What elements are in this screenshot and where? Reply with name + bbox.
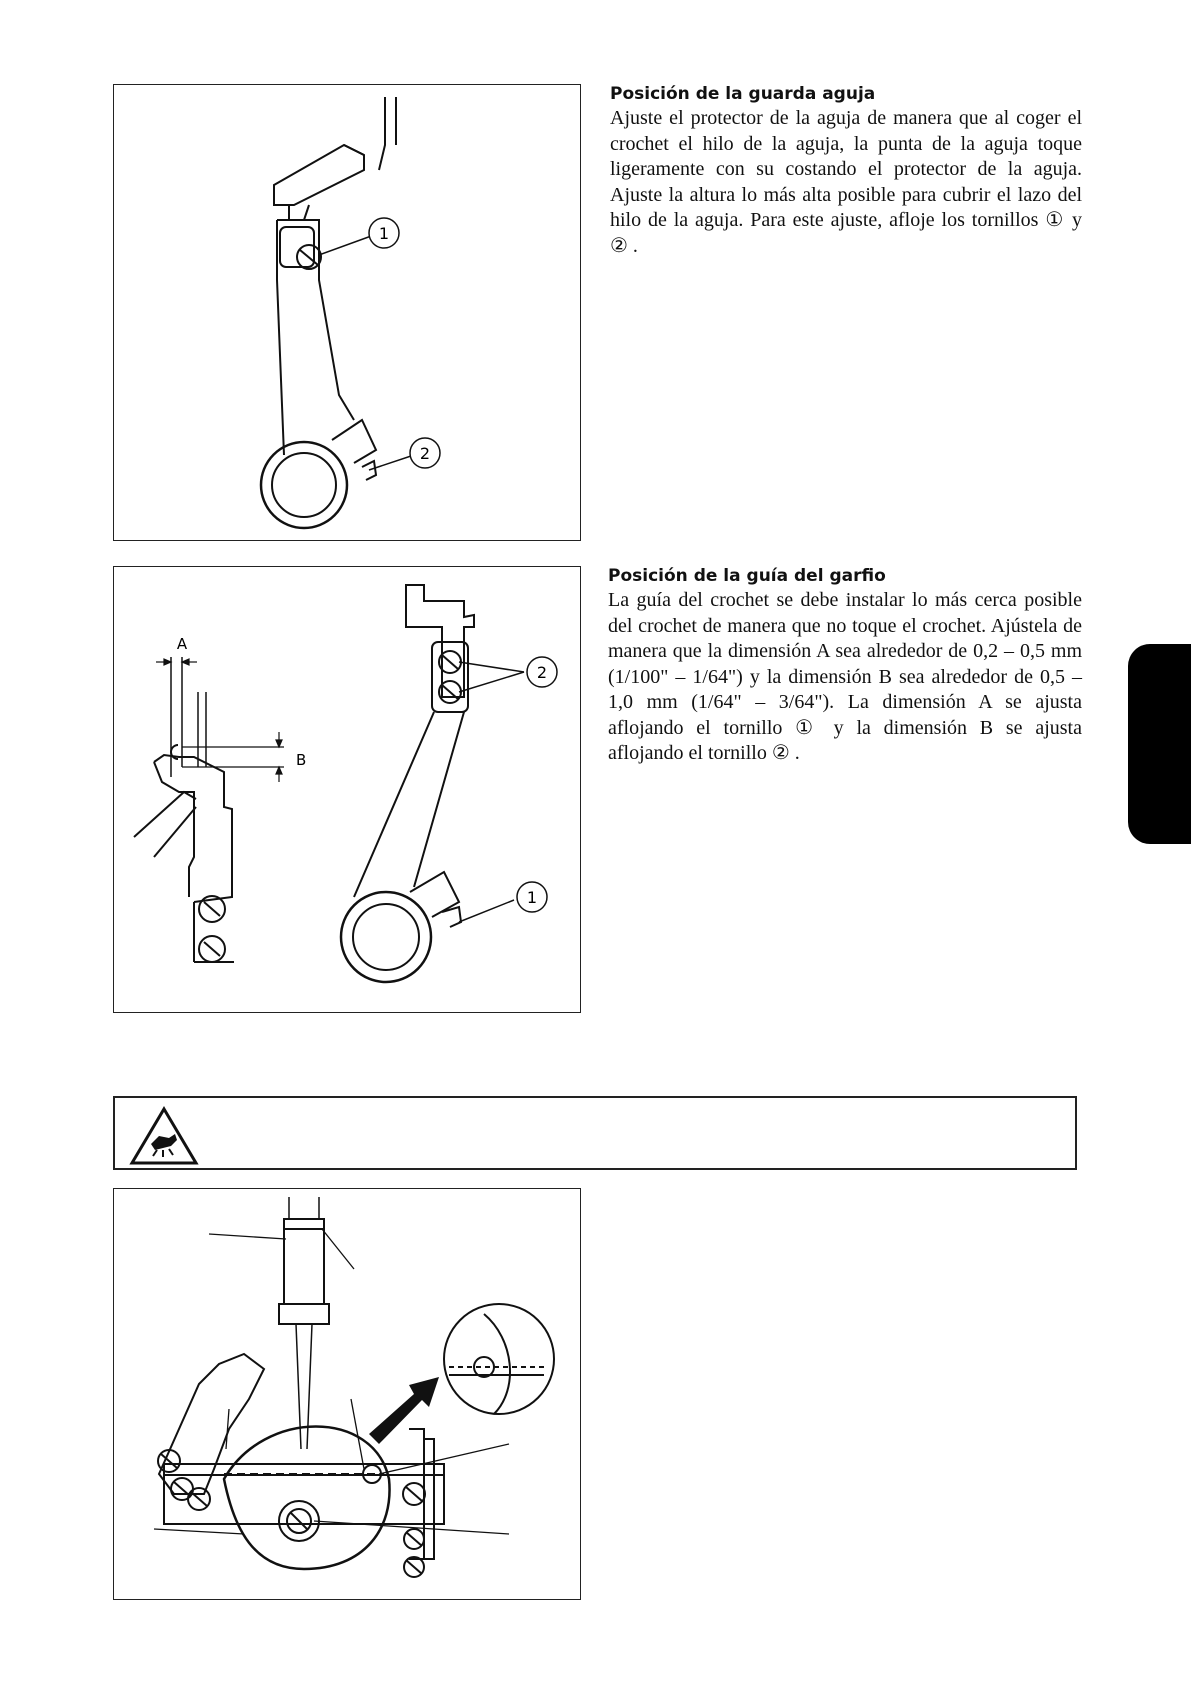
section-body: Ajuste el protector de la aguja de manera que al coger el crochet el hilo de la aguja, la punta de la aguja toque ligeramente con su costando el protector de la aguja. Ajuste la altura lo más alta posible para cubrir el lazo del hilo de la aguja. Para este ajuste, afloje los tornillos ① y ② . xyxy=(610,107,1082,257)
section-title: Posición de la guarda aguja xyxy=(610,84,876,104)
dimension-b-label: B xyxy=(296,751,307,769)
section-title: Posición de la guía del garfio xyxy=(608,566,886,586)
figure-needle-guard xyxy=(113,84,581,541)
hook-guide-drawing xyxy=(114,567,582,1014)
figure-hook-timing xyxy=(113,1188,581,1600)
hand-caution-icon xyxy=(129,1106,199,1166)
hook-timing-drawing xyxy=(114,1189,582,1601)
warning-box xyxy=(113,1096,1077,1170)
figure-hook-guide xyxy=(113,566,581,1013)
callout-label: 2 xyxy=(536,663,548,682)
section-tab xyxy=(1128,644,1191,844)
section-body: La guía del crochet se debe instalar lo más cerca posible del crochet de manera que no toque el crochet. Ajústela de manera que la dimensión A sea alrededor de 0,2 – 0,5 mm (1/100" – 1/64") y la dimensión B sea alrededor de 0,5 – 1,0 mm (1/64" – 3/64"). La dimensión A se ajusta aflojando el tornillo ① y la dimensión B se ajusta aflojando el tornillo ② . xyxy=(608,589,1082,764)
needle-guard-drawing xyxy=(114,85,582,542)
callout-label: 1 xyxy=(378,224,390,243)
section-needle-guard xyxy=(610,84,1082,259)
callout-label: 2 xyxy=(419,444,431,463)
section-hook-guide xyxy=(608,566,1082,767)
callout-label: 1 xyxy=(526,888,538,907)
dimension-a-label: A xyxy=(176,635,188,653)
